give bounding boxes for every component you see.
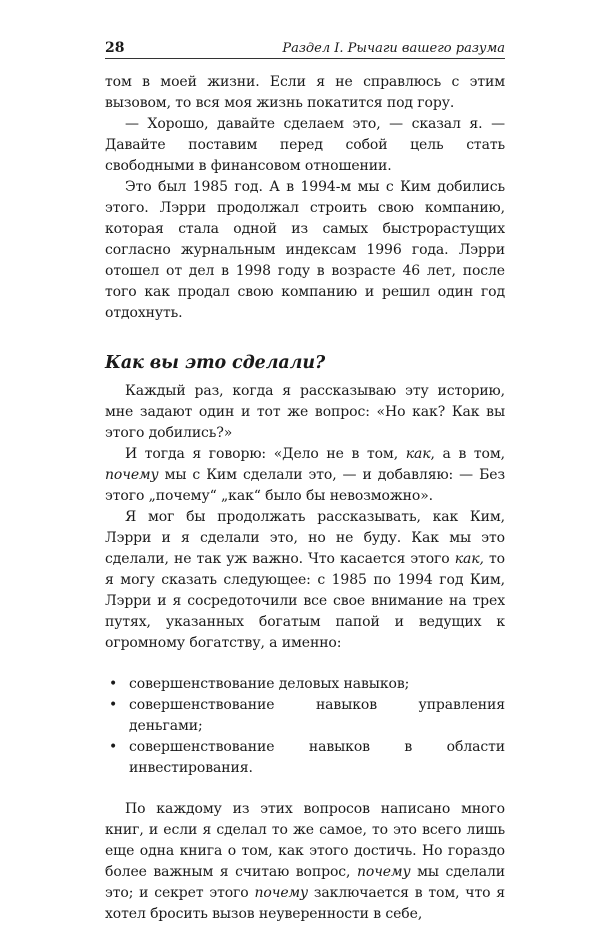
bullet-icon: • xyxy=(109,676,118,692)
text-run: мы сделали это; и секрет этого xyxy=(105,864,505,901)
text-run: И тогда я говорю: «Дело не в том, xyxy=(125,446,406,462)
paragraph: Каждый раз, когда я рассказываю эту историю, мне задают один и тот же вопрос: «Но как? Как вы этого добились?» xyxy=(105,383,505,441)
running-title: Раздел I. Рычаги вашего разума xyxy=(282,41,505,56)
text-run: мы с Ким сделали это, — и добавляю: — Без этого „почему“ „как“ было бы невозможно». xyxy=(105,467,505,504)
text-run: заключается в том, что я хотел бросить вызов неуверенности в себе, xyxy=(105,885,506,922)
text-run: По каждому из этих вопросов написано много книг, и если я сделал то же самое, то это всего лишь еще одна книга о том, как этого достичь. Но гораздо более важным я считаю вопрос, xyxy=(105,801,505,880)
paragraph xyxy=(105,507,505,654)
list-item-text: совершенствование навыков управления деньгами; xyxy=(129,697,505,734)
page-number: 28 xyxy=(105,40,125,56)
bullet-icon: • xyxy=(109,697,118,713)
text-run: то я могу сказать следующее: с 1985 по 1994 год Ким, Лэрри и я сосредоточили все свое внимание на трех путях, указанных богатым папой и ведущих к огромному богатству, а именно: xyxy=(105,551,505,651)
text-run: , а в том, xyxy=(430,446,505,462)
bullet-icon: • xyxy=(109,739,118,755)
page-header xyxy=(105,40,505,59)
list-item-text: совершенствование деловых навыков; xyxy=(129,676,410,692)
emphasis: как, xyxy=(454,551,484,567)
paragraph xyxy=(105,444,505,507)
emphasis: как xyxy=(405,446,431,462)
section-heading: Как вы это сделали? xyxy=(105,353,326,373)
list-item xyxy=(105,737,505,779)
emphasis: почему xyxy=(254,885,309,901)
paragraph xyxy=(105,799,505,925)
list-item xyxy=(105,674,505,695)
page-body xyxy=(105,72,505,925)
list-item-text: совершенствование навыков в области инвестирования. xyxy=(129,739,505,776)
emphasis: почему xyxy=(356,864,411,880)
list-item xyxy=(105,695,505,737)
emphasis: почему xyxy=(105,467,159,483)
bullet-list xyxy=(105,674,505,779)
paragraph: — Хорошо, давайте сделаем это, — сказал я. — Давайте поставим перед собой цель стать свободными в финансовом отношении. xyxy=(105,116,505,174)
text-run: Я мог бы продолжать рассказывать, как Ким, Лэрри и я сделали это, но не буду. Как мы это сделали, не так уж важно. Что касается этого xyxy=(105,509,505,567)
paragraph: Это был 1985 год. А в 1994-м мы с Ким добились этого. Лэрри продолжал строить свою компанию, которая стала одной из самых быстрорастущих согласно журнальным индексам 1996 года. Лэрри отошел от дел в 1998 году в возрасте 46 лет, после того как продал свою компанию и решил один год отдохнуть. xyxy=(105,179,505,321)
paragraph: том в моей жизни. Если я не справлюсь с этим вызовом, то вся моя жизнь покатится под гору. xyxy=(105,74,505,111)
